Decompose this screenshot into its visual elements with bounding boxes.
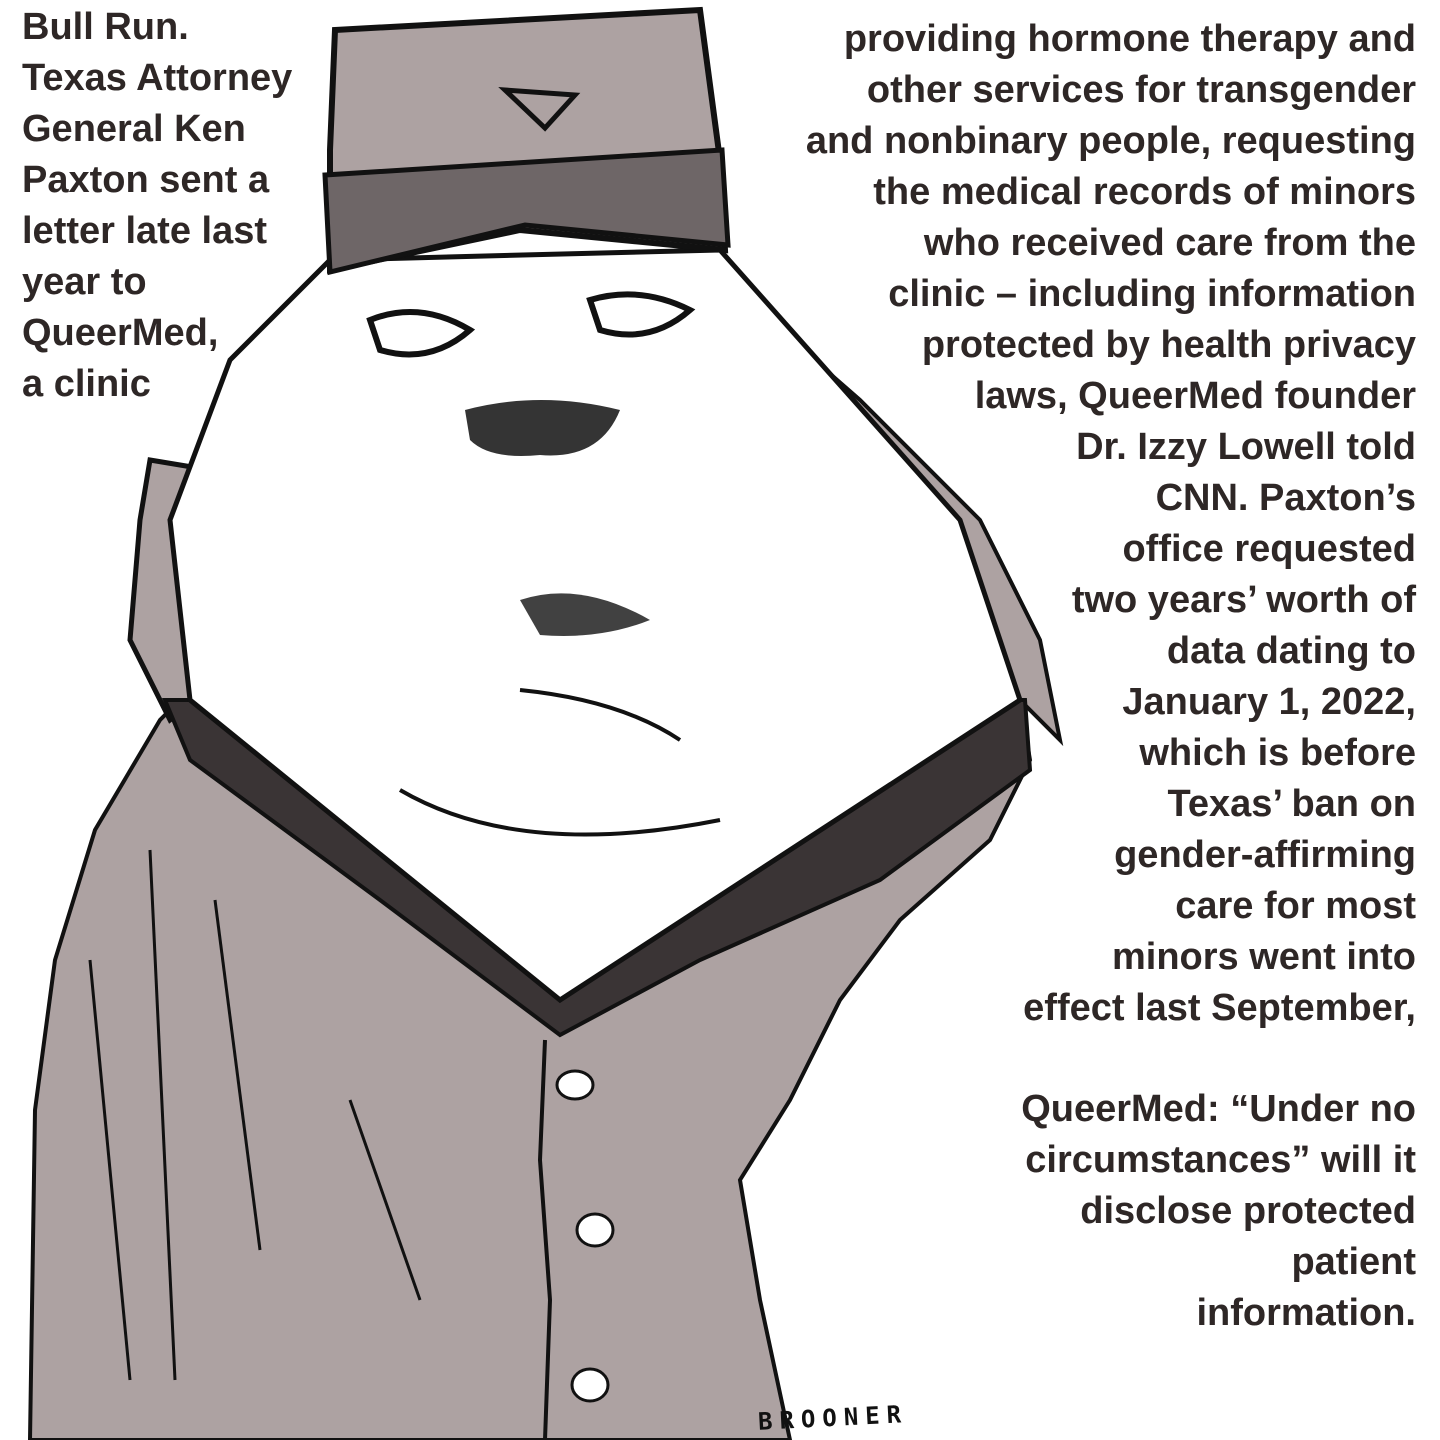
text-line: circumstances” will it [1025, 1139, 1416, 1181]
text-line: two years’ worth of [1071, 579, 1416, 621]
article-text-left [22, 2, 292, 410]
text-line: which is before [1139, 732, 1416, 774]
quote-text [1021, 1084, 1416, 1339]
text-line: Dr. Izzy Lowell told [1076, 426, 1416, 468]
text-line: who received care from the [923, 222, 1416, 264]
text-line: disclose protected [1080, 1190, 1416, 1232]
text-line: minors went into [1112, 936, 1416, 978]
text-line: information. [1196, 1292, 1416, 1334]
coat-button [577, 1214, 613, 1246]
text-line: a clinic [22, 363, 151, 405]
text-line: gender-affirming [1114, 834, 1416, 876]
text-line: protected by health privacy [921, 324, 1416, 366]
coat-button [557, 1071, 593, 1099]
text-line: providing hormone therapy and [843, 18, 1416, 60]
text-line: year to [22, 261, 147, 303]
artist-signature: BROONER [757, 1400, 909, 1436]
text-line: letter late last [22, 210, 267, 252]
coat-button [572, 1369, 608, 1401]
text-line: General Ken [22, 108, 246, 150]
text-line: other services for transgender [866, 69, 1416, 111]
text-line: Paxton sent a [22, 159, 270, 201]
text-line: QueerMed, [22, 312, 219, 354]
text-line: Texas Attorney [22, 57, 293, 99]
text-line: data dating to [1166, 630, 1416, 672]
text-line: office requested [1122, 528, 1416, 570]
text-line: and nonbinary people, requesting [805, 120, 1416, 162]
text-line: Texas’ ban on [1167, 783, 1416, 825]
text-line: January 1, 2022, [1122, 681, 1416, 723]
text-line: CNN. Paxton’s [1155, 477, 1416, 519]
text-line: effect last September, [1023, 987, 1416, 1029]
text-line: care for most [1175, 885, 1416, 927]
text-line: QueerMed: “Under no [1021, 1088, 1416, 1130]
article-text-right [806, 14, 1416, 1034]
text-line: patient [1291, 1241, 1416, 1283]
text-line: laws, QueerMed founder [974, 375, 1416, 417]
text-line: clinic – including information [888, 273, 1416, 315]
text-line: Bull Run. [22, 6, 189, 48]
text-line: the medical records of minors [873, 171, 1416, 213]
